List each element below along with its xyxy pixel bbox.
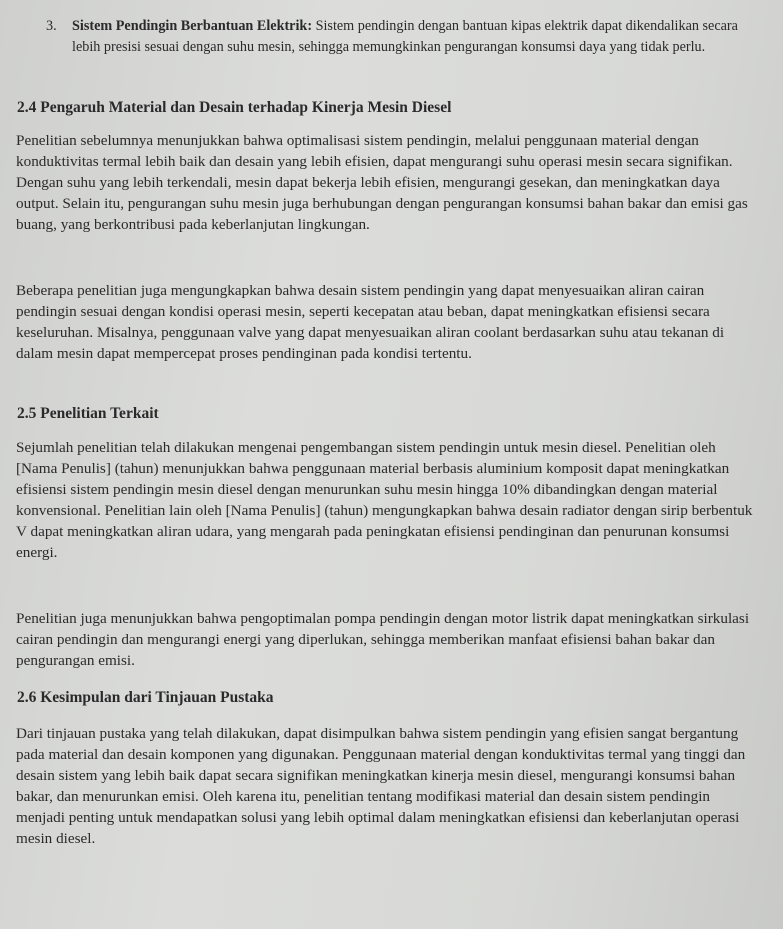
list-item-text: Sistem pendingin dengan bantuan kipas elektrik dapat dikendalikan secara lebih presisi sesuai dengan suhu mesin, sehingga memungkinkan pengurangan konsumsi daya yang tidak perlu. — [72, 18, 738, 55]
section-heading-2-5: 2.5 Penelitian Terkait — [17, 405, 159, 422]
paragraph: Beberapa penelitian juga mengungkapkan bahwa desain sistem pendingin yang dapat menyesuaikan aliran cairan pendingin sesuai dengan kondisi operasi mesin, seperti kecepatan atau beban, dapat meningkatkan efisiensi secara keseluruhan. Misalnya, penggunaan valve yang dapat menyesuaikan aliran coolant berdasarkan suhu atau tekanan di dalam mesin dapat mempercepat proses pendinginan pada kondisi tertentu. — [16, 282, 725, 362]
paragraph: Penelitian sebelumnya menunjukkan bahwa optimalisasi sistem pendingin, melalui penggunaan material dengan konduktivitas termal lebih baik dan desain yang lebih efisien, dapat mengurangi suhu operasi mesin secara signifikan. Dengan suhu yang lebih terkendali, mesin dapat bekerja lebih efisien, mengurangi gesekan, dan meningkatkan daya output. Selain itu, pengurangan suhu mesin juga berhubungan dengan pengurangan konsumsi bahan bakar dan emisi gas buang, yang berkontribusi pada keberlanjutan lingkungan. — [16, 132, 748, 233]
paragraph: Sejumlah penelitian telah dilakukan mengenai pengembangan sistem pendingin untuk mesin diesel. Penelitian oleh [Nama Penulis] (tahun) menunjukkan bahwa penggunaan material berbasis aluminium komposit dapat meningkatkan efisiensi sistem pendingin mesin diesel dengan menurunkan suhu mesin hingga 10% dibandingkan dengan material konvensional. Penelitian lain oleh [Nama Penulis] (tahun) mengungkapkan bahwa desain radiator dengan sirip berbentuk V dapat meningkatkan aliran udara, yang mengarah pada peningkatan efisiensi pendinginan dan penurunan konsumsi energi. — [16, 439, 753, 561]
section-heading-2-6: 2.6 Kesimpulan dari Tinjauan Pustaka — [17, 689, 274, 706]
paragraph: Penelitian juga menunjukkan bahwa pengoptimalan pompa pendingin dengan motor listrik dapat meningkatkan sirkulasi cairan pendingin dan mengurangi energi yang diperlukan, sehingga memberikan manfaat efisiensi bahan bakar dan pengurangan emisi. — [16, 610, 750, 669]
paragraph: Dari tinjauan pustaka yang telah dilakukan, dapat disimpulkan bahwa sistem pendingin yang efisien sangat bergantung pada material dan desain komponen yang digunakan. Penggunaan material dengan konduktivitas termal yang tinggi dan desain sistem yang lebih baik dapat secara signifikan meningkatkan kinerja mesin diesel, mengurangi konsumsi bahan bakar, dan menurunkan emisi. Oleh karena itu, penelitian tentang modifikasi material dan desain sistem pendingin menjadi penting untuk mendapatkan solusi yang lebih optimal dalam meningkatkan efisiensi dan keberlanjutan operasi mesin diesel. — [16, 725, 746, 847]
section-heading-2-4: 2.4 Pengaruh Material dan Desain terhadap Kinerja Mesin Diesel — [17, 99, 452, 116]
list-item-title: Sistem Pendingin Berbantuan Elektrik: — [72, 18, 313, 34]
list-item-number: 3. — [46, 18, 57, 34]
list-item-3 — [46, 16, 756, 57]
